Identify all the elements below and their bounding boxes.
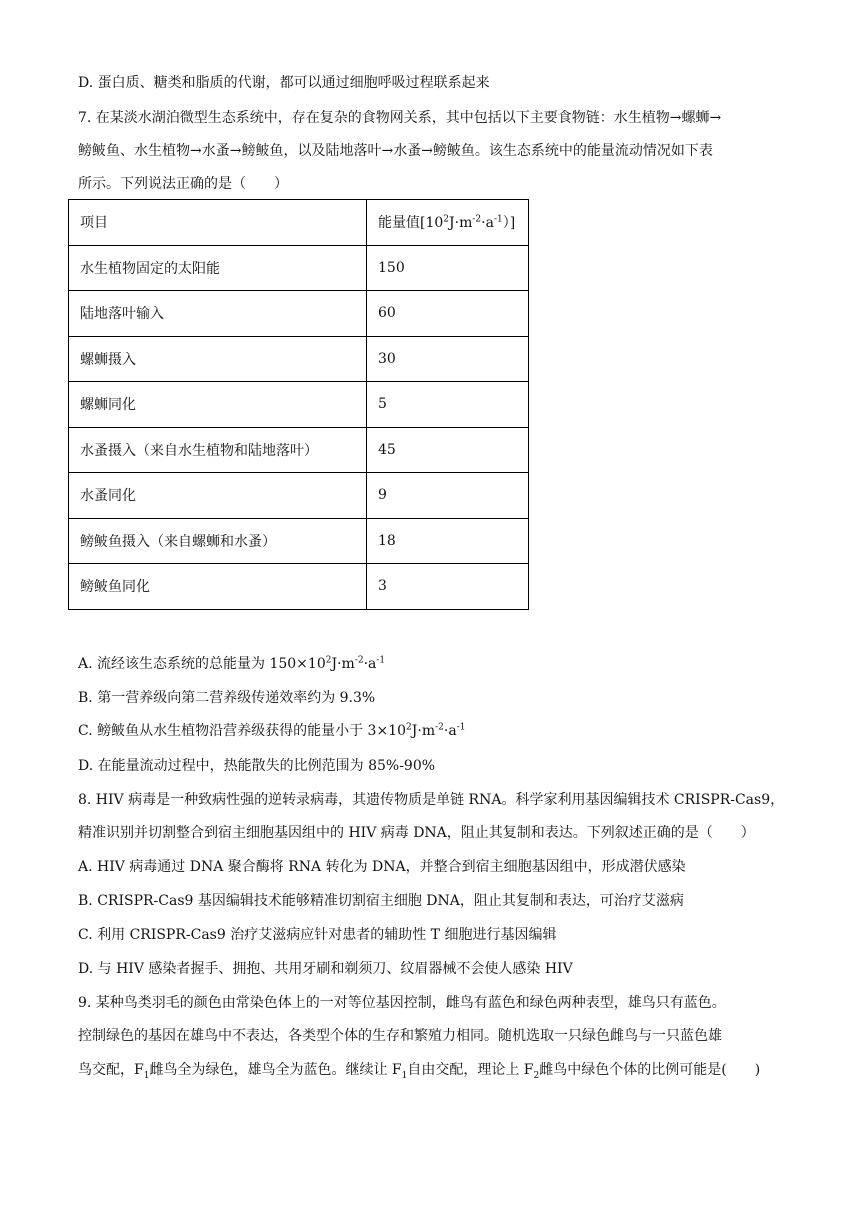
table-row: [69, 382, 529, 428]
q9-stem-line-2: 控制绿色的基因在雄鸟中不表达，各类型个体的生存和繁殖力相同。随机选取一只绿色雌鸟与一只蓝色雄: [78, 1028, 722, 1044]
row-item: 水生植物固定的太阳能: [69, 245, 367, 291]
q9-stem-line-1: 9. 某种鸟类羽毛的颜色由常染色体上的一对等位基因控制，雌鸟有蓝色和绿色两种表型，雄鸟只有蓝色。: [78, 995, 726, 1011]
header-item: 项目: [69, 200, 367, 246]
row-item: 螺蛳同化: [69, 382, 367, 428]
table-row: [69, 336, 529, 382]
row-value: 18: [367, 518, 529, 564]
table-header-row: [69, 200, 529, 246]
row-value: 150: [367, 245, 529, 291]
table-row: [69, 564, 529, 610]
q8-option-b: B. CRISPR-Cas9 基因编辑技术能够精准切割宿主细胞 DNA，阻止其复制和表达，可治疗艾滋病: [78, 893, 684, 909]
row-value: 9: [367, 473, 529, 519]
q7-option-b: B. 第一营养级向第二营养级传递效率约为 9.3%: [78, 690, 376, 706]
q8-option-a: A. HIV 病毒通过 DNA 聚合酶将 RNA 转化为 DNA，并整合到宿主细胞基因组中，形成潜伏感染: [78, 859, 686, 875]
row-value: 30: [367, 336, 529, 382]
row-value: 3: [367, 564, 529, 610]
table-row: [69, 291, 529, 337]
row-item: 鳑鲏鱼摄入（来自螺蛳和水蚤）: [69, 518, 367, 564]
q7-option-c: C. 鳑鲏鱼从水生植物沿营养级获得的能量小于 $3\times 10^2J\cdot m^{-2}\cdot a^{-1}$: [78, 722, 466, 739]
q8-option-c: C. 利用 CRISPR-Cas9 治疗艾滋病应针对患者的辅助性 T 细胞进行基因编辑: [78, 927, 557, 943]
q6-option-d: D. 蛋白质、糖类和脂质的代谢，都可以通过细胞呼吸过程联系起来: [78, 75, 490, 91]
q8-stem-line-1: 8. HIV 病毒是一种致病性强的逆转录病毒，其遗传物质是单链 RNA。科学家利用基因编辑技术 CRISPR-Cas9，: [78, 792, 785, 808]
row-value: 60: [367, 291, 529, 337]
table-row: [69, 518, 529, 564]
row-item: 水蚤摄入（来自水生植物和陆地落叶）: [69, 427, 367, 473]
q7-option-d: D. 在能量流动过程中，热能散失的比例范围为 85%-90%: [78, 758, 436, 774]
q8-option-d: D. 与 HIV 感染者握手、拥抱、共用牙刷和剃须刀、纹眉器械不会使人感染 HIV: [78, 961, 573, 977]
q7-stem-line-3: 所示。下列说法正确的是（ ）: [78, 176, 288, 192]
row-item: 陆地落叶输入: [69, 291, 367, 337]
q7-stem-line-1: 7. 在某淡水湖泊微型生态系统中，存在复杂的食物网关系，其中包括以下主要食物链：水生植物→螺蛳→: [78, 110, 722, 126]
row-value: 45: [367, 427, 529, 473]
energy-flow-table: [68, 199, 529, 610]
q7-option-a: A. 流经该生态系统的总能量为 $150\times 10^2J\cdot m^{-2}\cdot a^{-1}$: [78, 655, 386, 672]
row-item: 鳑鲏鱼同化: [69, 564, 367, 610]
table-row: [69, 245, 529, 291]
table-row: [69, 427, 529, 473]
q9-stem-line-3: 鸟交配，$F_1$雌鸟全为绿色，雄鸟全为蓝色。继续让 $F_1$自由交配，理论上 $F_2$雌鸟中绿色个体的比例可能是( ): [78, 1062, 761, 1081]
row-value: 5: [367, 382, 529, 428]
q8-stem-line-2: 精准识别并切割整合到宿主细胞基因组中的 HIV 病毒 DNA，阻止其复制和表达。下列叙述正确的是（ ）: [78, 825, 755, 841]
table-row: [69, 473, 529, 519]
header-value: 能量值$[10^2J\cdot m^{-2}\cdot a^{-1})$]: [367, 200, 529, 246]
q7-stem-line-2: 鳑鲏鱼、水生植物→水蚤→鳑鲏鱼，以及陆地落叶→水蚤→鳑鲏鱼。该生态系统中的能量流动情况如下表: [78, 143, 713, 159]
row-item: 螺蛳摄入: [69, 336, 367, 382]
row-item: 水蚤同化: [69, 473, 367, 519]
